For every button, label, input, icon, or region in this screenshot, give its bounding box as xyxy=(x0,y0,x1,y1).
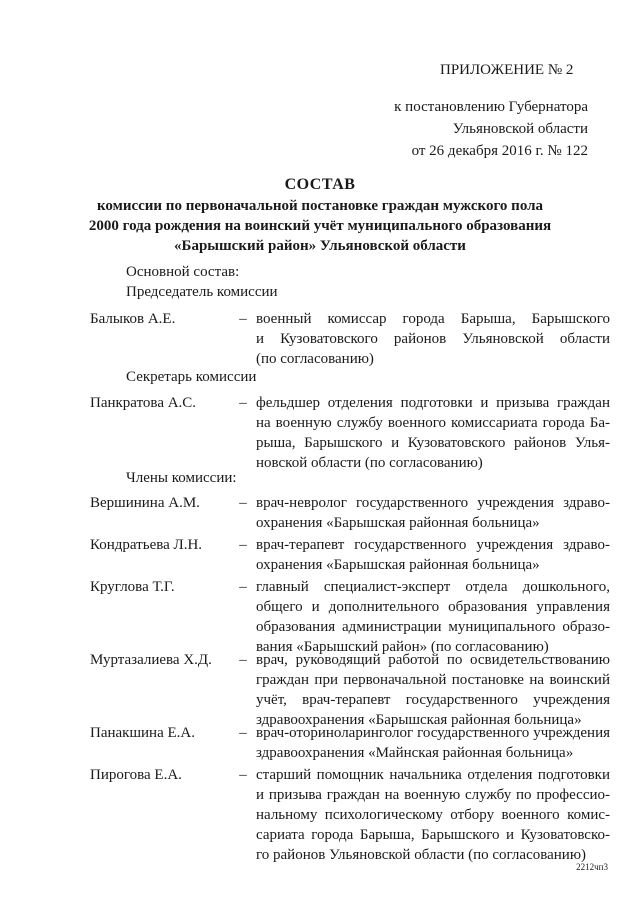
dash-separator: – xyxy=(239,579,247,595)
dash-separator: – xyxy=(239,495,247,511)
position-line: врач-невролог государственного учреждения здраво- xyxy=(256,495,610,511)
member-name: Муртазалиева Х.Д. xyxy=(90,652,212,668)
approval-line: Ульяновской области xyxy=(452,121,588,137)
position-line: сариата города Барыша, Барышского и Кузоватовско- xyxy=(256,827,610,843)
dash-separator: – xyxy=(239,767,247,783)
position-line: военный комиссар города Барыша, Барышского xyxy=(256,311,610,327)
member-position xyxy=(256,535,610,575)
member-position xyxy=(256,577,610,657)
approval-line: к постановлению Губернатора xyxy=(394,99,588,115)
position-line: врач-оториноларинголог государственного учреждения xyxy=(256,725,610,741)
position-line: охранения «Барышская районная больница» xyxy=(256,557,540,573)
position-line: и Кузоватовского районов Ульяновской области xyxy=(256,331,610,347)
member-position xyxy=(256,393,610,473)
position-line: граждан при первоначальной постановке на воинский xyxy=(256,672,610,688)
member-position xyxy=(256,309,610,369)
position-line: главный специалист-эксперт отдела дошкольного, xyxy=(256,579,610,595)
position-line: здравоохранения «Майнская районная больница» xyxy=(256,745,574,761)
member-name: Панакшина Е.А. xyxy=(90,725,195,741)
dash-separator: – xyxy=(239,725,247,741)
member-name: Кондратьева Л.Н. xyxy=(90,537,203,553)
title-main: СОСТАВ xyxy=(284,176,356,193)
position-line: учёт, врач-терапевт государственного учреждения xyxy=(256,692,610,708)
position-line: общего и дополнительного образования управления xyxy=(256,599,610,615)
section-main-composition: Основной состав: xyxy=(126,264,240,280)
member-position xyxy=(256,765,610,865)
approval-reference xyxy=(394,96,588,162)
title-line: комиссии по первоначальной постановке граждан мужского пола xyxy=(96,198,544,214)
position-line: старший помощник начальника отделения подготовки xyxy=(256,767,610,783)
position-line: врач-терапевт государственного учреждения здраво- xyxy=(256,537,610,553)
position-line: (по согласованию) xyxy=(256,351,374,367)
member-name: Панкратова А.С. xyxy=(90,395,197,411)
dash-separator: – xyxy=(239,395,247,411)
position-line: нальному психологическому отбору военного комис- xyxy=(256,807,610,823)
footer-code: 2212чп3 xyxy=(576,862,608,872)
dash-separator: – xyxy=(239,311,247,327)
position-line: фельдшер отделения подготовки и призыва граждан xyxy=(256,395,610,411)
annex-number: ПРИЛОЖЕНИЕ № 2 xyxy=(440,62,574,78)
document-title xyxy=(0,176,640,256)
position-line: образования администрации муниципального образо- xyxy=(256,619,610,635)
position-line: вания «Барышский район» (по согласованию) xyxy=(256,639,549,655)
section-members: Члены комиссии: xyxy=(126,470,237,486)
position-line: го районов Ульяновской области (по согласованию) xyxy=(256,847,587,863)
position-line: и призыва граждан на военную службу по профессио- xyxy=(256,787,610,803)
title-line: 2000 года рождения на воинский учёт муниципального образования xyxy=(88,218,552,234)
approval-line: от 26 декабря 2016 г. № 122 xyxy=(411,143,588,159)
member-name: Пирогова Е.А. xyxy=(90,767,182,783)
position-line: на военную службу военного комиссариата города Ба- xyxy=(256,415,610,431)
title-line: «Барышский район» Ульяновской области xyxy=(174,238,466,254)
position-line: новской области (по согласованию) xyxy=(256,455,483,471)
member-position xyxy=(256,650,610,730)
position-line: здравоохранения «Барышская районная больница» xyxy=(256,712,582,728)
member-position xyxy=(256,723,610,763)
member-name: Круглова Т.Г. xyxy=(90,579,175,595)
member-name: Балыков А.Е. xyxy=(90,311,176,327)
position-line: рыша, Барышского и Кузоватовского районов Улья- xyxy=(256,435,610,451)
member-name: Вершинина А.М. xyxy=(90,495,200,511)
member-position xyxy=(256,493,610,533)
section-chairman: Председатель комиссии xyxy=(126,284,278,300)
section-secretary: Секретарь комиссии xyxy=(126,369,257,385)
dash-separator: – xyxy=(239,652,247,668)
position-line: врач, руководящий работой по освидетельствованию xyxy=(256,652,610,668)
position-line: охранения «Барышская районная больница» xyxy=(256,515,540,531)
dash-separator: – xyxy=(239,537,247,553)
